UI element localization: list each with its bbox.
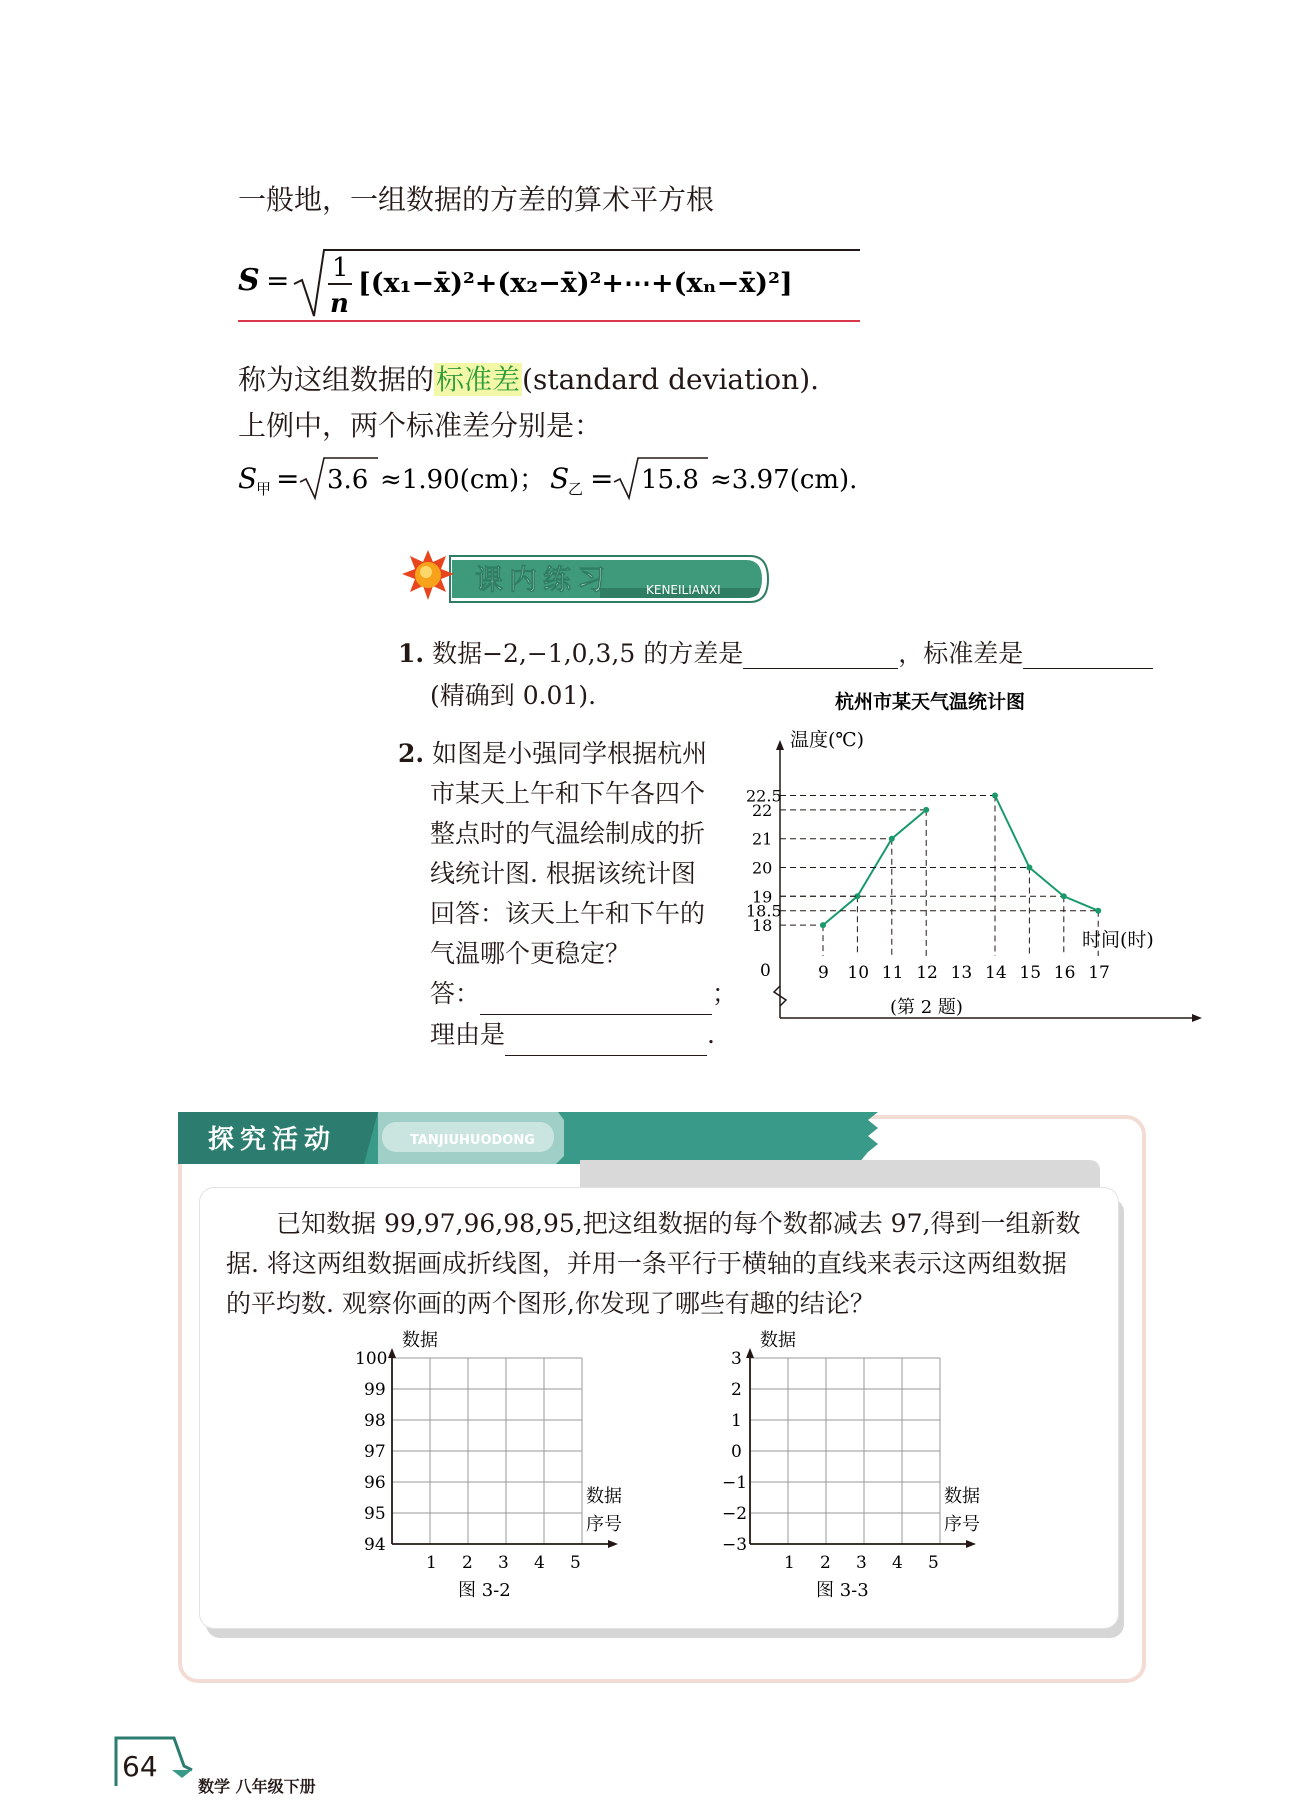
s2-sub: 乙 (568, 480, 584, 498)
grid-chart-3-2 (340, 1330, 640, 1634)
q1-variance-blank[interactable] (743, 639, 898, 669)
grid-x-label-2: 序号 (586, 1514, 622, 1535)
grid-x-tick: 3 (498, 1553, 509, 1573)
page-number: 64 (122, 1750, 158, 1783)
example-line: 上例中，两个标准差分别是： (238, 409, 603, 442)
exercise-pinyin: KENEILIANXI (646, 583, 721, 597)
grid-chart-3-2-svg (340, 1330, 640, 1630)
x-tick-label: 15 (1019, 963, 1042, 983)
q2-number: 2. (398, 739, 425, 768)
s1-eq: = (276, 462, 300, 495)
x-axis-arrow (1192, 1014, 1202, 1022)
y-axis-label: 温度(℃) (790, 729, 865, 751)
y-tick-label: 22.5 (746, 786, 782, 806)
grid-y-tick: 3 (731, 1349, 742, 1369)
exercise-banner (400, 548, 770, 614)
q2-line-1: 如图是小强同学根据杭州 (432, 739, 708, 768)
chart-title: 杭州市某天气温统计图 (835, 691, 1026, 713)
explore-text-line-2: 据. 将这两组数据画成折线图，并用一条平行于横轴的直线来表示这两组数据 (226, 1249, 1067, 1278)
y-tick-label: 21 (752, 829, 773, 849)
grid-chart-3-3-svg (698, 1330, 998, 1630)
x-tick-label: 10 (847, 963, 870, 983)
grid-y-label: 数据 (760, 1330, 796, 1351)
formula-frac-den: n (330, 289, 349, 319)
explore-pinyin: TANJIUHUODONG (410, 1133, 535, 1148)
grid-y-tick: 96 (364, 1473, 386, 1493)
grid-x-label-1: 数据 (944, 1486, 980, 1507)
grid-x-tick: 2 (820, 1553, 831, 1573)
q2-line-5: 回答：该天上午和下午的 (430, 899, 706, 928)
grid-caption: 图 3-3 (816, 1580, 869, 1601)
y-tick-label: 20 (752, 858, 773, 878)
grid-y-tick: −2 (722, 1504, 748, 1524)
grid-y-tick: 94 (364, 1535, 386, 1555)
y-tick-label: 18.5 (746, 901, 782, 921)
intro-line: 一般地，一组数据的方差的算术平方根 (238, 183, 715, 216)
grid-y-label: 数据 (402, 1330, 438, 1351)
book-title: 数学 八年级下册 (198, 1777, 316, 1794)
grid-y-tick: 1 (731, 1411, 742, 1431)
s1-label: S (238, 462, 258, 495)
grid-x-tick: 1 (784, 1553, 795, 1573)
s2-value: 15.8 (641, 465, 699, 495)
s2-eq: = (590, 462, 614, 495)
explore-text (226, 1204, 1106, 1324)
q2-reason-end: . (707, 1020, 715, 1049)
s1-sub: 甲 (256, 480, 272, 498)
data-point (1026, 865, 1032, 871)
series-line (995, 796, 1098, 911)
chart-caption: (第 2 题) (890, 997, 963, 1018)
y-tick-label: 18 (752, 916, 773, 936)
q2-answer-row (430, 974, 737, 1015)
sd-line (238, 452, 898, 506)
x-tick-label: 11 (881, 963, 904, 983)
origin-label: 0 (760, 961, 771, 981)
s2-label: S (550, 462, 570, 495)
x-tick-label: 17 (1088, 963, 1110, 983)
q2-answer-label: 答： (430, 979, 481, 1008)
q2-reason-row (430, 1015, 737, 1056)
q1-number: 1. (398, 639, 425, 668)
definition-prefix: 称为这组数据的 (238, 363, 435, 396)
grid-chart-3-3 (698, 1330, 998, 1634)
grid-x-label-2: 序号 (944, 1514, 980, 1535)
formula-underline (238, 320, 860, 322)
x-tick-label: 14 (985, 963, 1007, 983)
q1-text-a: 数据−2,−1,0,3,5 的方差是 (432, 639, 744, 668)
grid-y-tick: 0 (731, 1442, 742, 1462)
grid-x-tick: 5 (928, 1553, 939, 1573)
explore-text-line-3: 的平均数. 观察你画的两个图形,你发现了哪些有趣的结论？ (226, 1289, 875, 1318)
grid-y-tick: 99 (364, 1380, 386, 1400)
temperature-chart-svg (740, 688, 1210, 1048)
q2-line-2: 市某天上午和下午各四个 (430, 779, 706, 808)
data-point (1095, 908, 1101, 914)
data-point (992, 793, 998, 799)
grid-x-tick: 4 (534, 1553, 545, 1573)
q1-text-c: (精确到 0.01). (430, 681, 597, 710)
data-point (923, 807, 929, 813)
q2-line-4: 线统计图. 根据该统计图 (430, 859, 696, 888)
x-tick-label: 9 (818, 963, 829, 983)
temperature-chart (740, 688, 1210, 1052)
footer (112, 1734, 372, 1798)
grid-x-arrow (966, 1540, 976, 1548)
data-point (1061, 893, 1067, 899)
q2-line-6: 气温哪个更稳定？ (430, 939, 631, 968)
exercise-banner-svg (400, 548, 770, 610)
grid-x-tick: 2 (462, 1553, 473, 1573)
grid-y-tick: 2 (731, 1380, 742, 1400)
q2-reason-label: 理由是 (430, 1020, 506, 1049)
grid-y-tick: 97 (364, 1442, 386, 1462)
question-2 (398, 734, 707, 774)
grid-x-tick: 3 (856, 1553, 867, 1573)
data-point (889, 836, 895, 842)
data-point (820, 922, 826, 928)
explore-tab-shadow (580, 1160, 1100, 1190)
s1-value: 3.6 (327, 465, 369, 495)
question-1 (398, 634, 1188, 670)
q1-std-blank[interactable] (1023, 639, 1153, 669)
grid-y-tick: −3 (722, 1535, 748, 1555)
std-formula (238, 248, 860, 318)
grid-y-arrow (746, 1348, 754, 1358)
grid-x-arrow (608, 1540, 618, 1548)
grid-caption: 图 3-2 (458, 1580, 511, 1601)
grid-x-tick: 5 (570, 1553, 581, 1573)
explore-banner-svg (178, 1112, 878, 1164)
definition-suffix: (standard deviation). (522, 363, 820, 396)
sun-icon (402, 550, 454, 600)
y-tick-label: 19 (752, 887, 773, 907)
std-term: 标准差 (436, 363, 521, 396)
grid-x-tick: 1 (426, 1553, 437, 1573)
y-tick-label: 22 (752, 800, 773, 820)
q2-line-3: 整点时的气温绘制成的折 (430, 819, 706, 848)
grid-x-tick: 4 (892, 1553, 903, 1573)
explore-title: 探究活动 (208, 1125, 337, 1155)
y-axis-arrow (776, 740, 784, 750)
q2-reason-blank[interactable] (505, 1015, 707, 1056)
q1-text-b: ，标准差是 (898, 639, 1024, 668)
grid-y-tick: 100 (355, 1349, 388, 1369)
footer-decoration (112, 1734, 372, 1794)
x-tick-label: 12 (916, 963, 938, 983)
formula-lhs: S (238, 263, 260, 298)
formula-body: [(x₁−x̄)²+(x₂−x̄)²+⋯+(xₙ−x̄)²] (358, 268, 793, 299)
grid-y-tick: 95 (364, 1504, 386, 1524)
s2-approx: ≈3.97(cm). (710, 465, 858, 495)
x-axis-label: 时间(时) (1082, 929, 1154, 951)
exercise-title: 课内练习 (475, 563, 612, 596)
grid-y-arrow (388, 1348, 396, 1358)
formula-svg (238, 248, 860, 320)
grid-x-label-1: 数据 (586, 1486, 622, 1507)
explore-text-line-1: 已知数据 99,97,96,98,95,把这组数据的每个数都减去 97,得到一组新数 (276, 1209, 1081, 1238)
x-tick-label: 13 (950, 963, 973, 983)
formula-frac-num: 1 (332, 253, 349, 283)
definition-line (238, 358, 819, 398)
q2-answer-blank[interactable] (480, 974, 712, 1015)
s1-approx: ≈1.90(cm)； (380, 465, 546, 495)
x-tick-label: 16 (1053, 963, 1076, 983)
q2-answer-end: ； (712, 979, 738, 1008)
grid-y-tick: 98 (364, 1411, 386, 1431)
sd-line-svg (238, 452, 898, 502)
formula-eq: = (266, 264, 290, 297)
grid-y-tick: −1 (722, 1473, 748, 1493)
q2-body (430, 774, 737, 1056)
